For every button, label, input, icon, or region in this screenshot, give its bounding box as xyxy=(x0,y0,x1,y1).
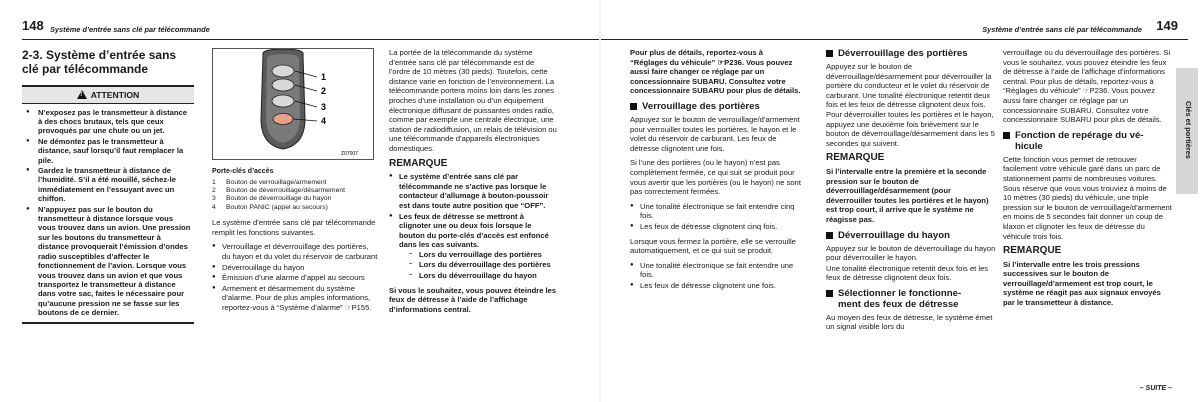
key-fob-figure xyxy=(212,48,374,160)
auto-lock-item: ● Les feux de détresse clignotent une fois. xyxy=(630,281,802,291)
callout-1: 1 xyxy=(321,72,327,82)
figure-caption: Porte-clés d’accès xyxy=(212,168,274,175)
attention-box xyxy=(22,85,194,324)
legend-item: 4 Bouton PANIC (appel au secours) xyxy=(212,203,328,211)
hatch-heading: Déverrouillage du hayon xyxy=(826,230,998,241)
remarque-heading-3: REMARQUE xyxy=(1003,246,1173,257)
legend-item: 2 Bouton de déverrouillage/désarmement xyxy=(212,187,346,194)
auto-lock-list xyxy=(630,261,802,291)
continued-marker: – SUITE – xyxy=(1139,385,1172,392)
column-1 xyxy=(22,48,194,324)
page-number-left: 148 xyxy=(22,18,44,33)
locate-heading: Fonction de repérage du vé- hicule xyxy=(1003,130,1173,152)
remarque-paragraph-2: Si l’intervalle entre la première et la seconde pression sur le bouton de déverrouillage/désarmement (pour déverrouiller toutes les portières et le hayon) est trop court, il arrive que le système ne réagisse pas. xyxy=(826,166,989,224)
remarque-heading: REMARQUE xyxy=(389,159,557,170)
ajar-item: ● Les feux de détresse clignotent cinq fois. xyxy=(630,222,802,232)
auto-lock-paragraph: Lorsque vous fermez la portière, elle se verrouille automatiquement, et ce qui suit se produit. xyxy=(630,236,796,256)
column-3 xyxy=(389,48,557,319)
dash-list xyxy=(399,250,557,281)
legend-item: 1 Bouton de verrouillage/armement xyxy=(212,178,327,186)
dash-item: – Lors du déverrouillage du hayon xyxy=(409,271,557,281)
figure-legend xyxy=(212,179,378,213)
callout-4: 4 xyxy=(321,116,327,126)
chapter-tab-label: Clés et portières xyxy=(1184,101,1193,159)
page-number-right: 149 xyxy=(1156,18,1178,33)
running-title-right: Système d’entrée sans clé par télécommande xyxy=(982,25,1142,34)
section-title: 2-3. Système d’entrée sans clé par télécommande xyxy=(22,48,177,76)
lock-heading: Verrouillage des portières xyxy=(630,101,802,112)
unlock-heading: Déverrouillage des portières xyxy=(826,48,998,59)
dash-item: – Lors du verrouillage des portières xyxy=(409,250,557,260)
attention-header: !ATTENTION xyxy=(22,87,194,104)
ajar-list xyxy=(630,202,802,232)
remarque-paragraph-3: Si l’intervalle entre les trois pressions successives sur le bouton de verrouillage/d’armement est trop court, le système ne réagit pas aux signaux envoyés par le transmetteur à distance. xyxy=(1003,259,1161,308)
lock-paragraph: Appuyez sur le bouton de verrouillage/d’armement pour verrouiller toutes les portières, le hayon et le volet du réservoir de carburant. Les feux de détresse clignotent une fois. xyxy=(630,114,800,153)
attention-item: ● Ne démontez pas le transmetteur à distance, sauf lorsqu’il faut remplacer la pile. xyxy=(26,137,191,165)
running-title-left: Système d’entrée sans clé par télécommande xyxy=(50,25,210,34)
attention-list xyxy=(22,104,194,322)
remarque-item: ● Les feux de détresse se mettront à clignoter une ou deux fois lorsque le bouton du porte-clés d’accès est enfoncé dans les cas suivants. – Lors du verrouillage des portières – Lors du déverrouillage des portières – Lors du déverrouillage du hayon xyxy=(389,212,557,281)
unlock-paragraph: Appuyez sur le bouton de déverrouillage/désarmement pour déverrouiller la portière du conducteur et le volet du réservoir de carburant. Une tonalité électronique retentit deux fois et les feux de détresse clignotent deux fois. Pour déverrouiller toutes les portières et le hayon, appuyez une deuxième fois brièvement sur le bouton de déverrouillage/désarmement dans les 5 secondes qui suivent. xyxy=(826,62,995,148)
ajar-item: ● Une tonalité électronique se fait entendre cinq fois. xyxy=(630,202,802,221)
key-fob-illustration xyxy=(213,49,373,159)
function-item: ● Émission d’une alarme d’appel au secours xyxy=(212,273,378,283)
functions-list xyxy=(212,242,378,312)
details-paragraph: Pour plus de détails, reportez-vous à “Réglages du véhicule” ☞P236. Vous pouvez aussi faire changer ce réglage par un concessionnaire SUBARU. Consultez votre concessionnaire SUBARU pour plus de détails. xyxy=(630,48,801,96)
remarque-item: ● Le système d’entrée sans clé par télécommande ne s’active pas lorsque le contacteur d’allumage à bouton-poussoir est dans toute autre position que “OFF”. xyxy=(389,172,557,210)
figure-code: Z07007 xyxy=(341,151,358,157)
auto-lock-item: ● Une tonalité électronique se fait entendre une fois. xyxy=(630,261,802,280)
legend-item: 3 Bouton de déverrouillage du hayon xyxy=(212,195,332,203)
dash-item: – Lors du déverrouillage des portières xyxy=(409,260,557,270)
function-item: ● Verrouillage et déverrouillage des portières, du hayon et du volet du réservoir de carburant xyxy=(212,242,378,261)
attention-item: ● Gardez le transmetteur à distance de l’humidité. S’il a été mouillé, séchez-le immédiatement en l’essuyant avec un chiffon. xyxy=(26,166,191,204)
locate-paragraph: Cette fonction vous permet de retrouver facilement votre véhicule garé dans un parc de stationnement parmi de nombreuses voitures. Sous réserve que vous vous trouviez à moins de 10 mètres (30 pieds) du véhicule, une triple pression sur le bouton de verrouillage/d’armement en moins de 5 secondes fait donner un coup de klaxon et clignoter les feux de détresse du véhicule trois fois. xyxy=(1003,154,1172,241)
column-5 xyxy=(826,48,998,337)
closing-paragraph: Si vous le souhaitez, vous pouvez éteindre les feux de détresse à l’aide de l’affichage d’informations central. xyxy=(389,285,557,314)
callout-3: 3 xyxy=(321,102,327,112)
column-2 xyxy=(212,48,378,314)
callout-2: 2 xyxy=(321,86,327,96)
attention-item: ● N’exposez pas le transmetteur à distance à des chocs brutaux, tels que ceux provoqués par une chute ou un jet. xyxy=(26,108,191,136)
hazard-select-heading: Sélectionner le fonctionne- ment des feux de détresse xyxy=(826,288,998,310)
ajar-paragraph: Si l’une des portières (ou le hayon) n’est pas complètement fermée, ce qui suit se produit pour vous avertir que les portières (ou le hayon) ne sont pas correctement fermées. xyxy=(630,158,801,197)
functions-intro: Le système d’entrée sans clé par télécommande remplit les fonctions suivantes. xyxy=(212,218,376,237)
hatch-paragraph-1: Appuyez sur le bouton de déverrouillage du hayon pour déverrouiller le hayon. xyxy=(826,243,996,263)
hazard-continued-paragraph: verrouillage ou du déverrouillage des portières. Si vous le souhaitez, vous pouvez éteindre les feux de détresse à l’aide de l’affichage d’informations central. Pour plus de détails, reportez-vous à “Réglages du véhicule” ☞P236. Vous pouvez aussi faire changer ce réglage par un concessionnaire SUBARU. Consultez votre concessionnaire SUBARU pour plus de détails. xyxy=(1003,48,1171,125)
remarque-list xyxy=(389,172,557,281)
hatch-paragraph-2: Une tonalité électronique retentit deux fois et les feux de détresse clignotent deux fois. xyxy=(826,263,989,283)
remarque-heading-2: REMARQUE xyxy=(826,153,998,164)
attention-item: ● N’appuyez pas sur le bouton du transmetteur à distance lorsque vous vous trouvez dans un avion. Une pression sur les boutons du transmetteur à distance provoquerait l’émission d’ondes radio susceptibles d’affecter le fonctionnement de l’avion. Lorsque vous vous trouvez dans un avion et que vous transportez le transmetteur à distance dans votre sac, faites le nécessaire pour qu’aucune pression ne se fasse sur les boutons de ce dernier. xyxy=(26,205,191,318)
right-page-header xyxy=(608,6,1178,40)
range-paragraph: La portée de la télécommande du système d’entrée sans clé par télécommande est de l’ordre de 10 mètres (30 pieds). Toutefois, cette distance varie en fonction de l’environnement. La télécommande portera moins loin dans les zones proches d’une installation ou d’un équipement électronique diffusant de puissantes ondes radio, comme par exemple une centrale électrique, une station de radiodiffusion, un relais de télévision ou une télécommande d’appareils électroniques domestiques. xyxy=(389,48,557,153)
page-gutter xyxy=(599,0,601,402)
column-4 xyxy=(630,48,802,291)
function-item: ● Déverrouillage du hayon xyxy=(212,263,378,273)
warning-icon xyxy=(77,90,87,99)
function-item: ● Armement et désarmement du système d’alarme. Pour de plus amples informations, reportez-vous à “Système d’alarme” ☞P155. xyxy=(212,284,378,313)
hazard-select-paragraph: Au moyen des feux de détresse, le système émet un signal visible lors du xyxy=(826,312,993,332)
column-6 xyxy=(1003,48,1173,313)
